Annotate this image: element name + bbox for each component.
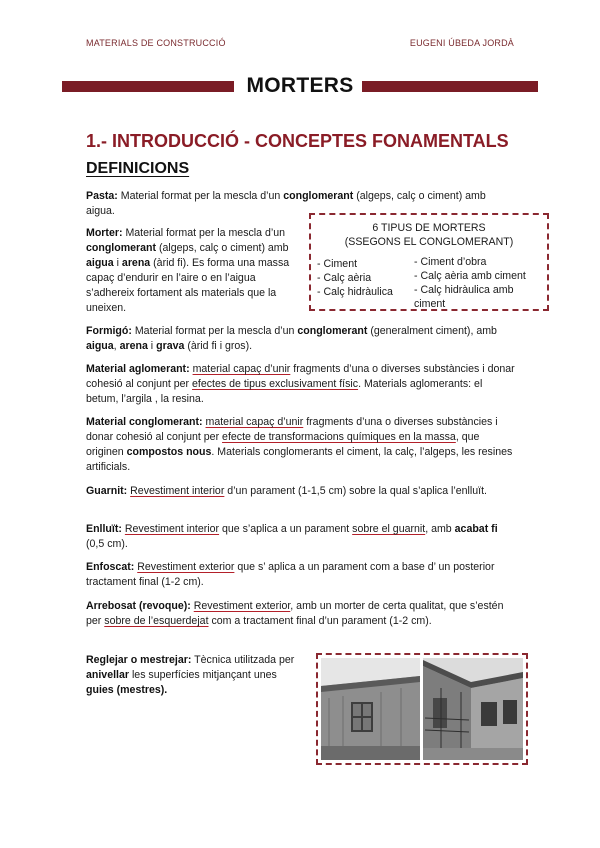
- def-reglejar: [86, 653, 304, 698]
- mortar-types-box: [309, 213, 549, 311]
- types-title-line: 6 TIPUS DE MORTERS: [372, 222, 486, 234]
- def-text: Material format per la mescla d’un: [117, 190, 284, 202]
- def-text: , amb un morter de certa qualitat, que s’estén per: [86, 600, 504, 627]
- title-bar-right: [362, 81, 538, 92]
- def-underlined: efectes de tipus exclusivament físic: [192, 378, 359, 390]
- def-text: , que originen: [86, 431, 480, 458]
- def-term: Enlluït:: [86, 523, 122, 535]
- def-bold: conglomerant: [86, 242, 157, 254]
- header-right: EUGENI ÚBEDA JORDÀ: [409, 38, 514, 48]
- def-text: Material format per la mescla d’un: [131, 325, 298, 337]
- type-item: - Calç hidràulica amb ciment: [414, 284, 514, 310]
- def-enlluit: [86, 522, 516, 552]
- def-text: ,: [113, 340, 120, 352]
- def-text: . Materials aglomerants: el betum, l’argila , la resina.: [86, 378, 483, 405]
- type-item: - Ciment d’obra: [414, 256, 487, 268]
- def-bold: conglomerant: [297, 325, 368, 337]
- types-column-1: [317, 257, 393, 299]
- def-bold: conglomerant: [283, 190, 354, 202]
- def-text: les superfícies mitjançant unes: [129, 669, 277, 681]
- building-photo-image: [321, 658, 523, 760]
- def-bold: grava: [156, 340, 185, 352]
- def-bold: compostos nous: [126, 446, 212, 458]
- type-item: - Calç hidràulica: [317, 286, 393, 298]
- section-heading: 1.- INTRODUCCIÓ - CONCEPTES FONAMENTALS: [86, 131, 509, 151]
- def-term: Pasta:: [86, 190, 118, 202]
- def-aglomerant: [86, 362, 516, 407]
- def-enfoscat: [86, 560, 516, 590]
- def-term: Material conglomerant:: [86, 416, 203, 428]
- def-text: com a tractament final d’un parament (1-2 cm).: [208, 615, 432, 627]
- def-bold: aigua: [86, 257, 114, 269]
- def-term: Guarnit:: [86, 485, 128, 497]
- def-term: Morter:: [86, 227, 123, 239]
- def-bold: acabat fi: [454, 523, 498, 535]
- def-term: Material aglomerant:: [86, 363, 190, 375]
- def-text: (algeps, calç o ciment) amb aigua.: [86, 190, 486, 217]
- def-text: (generalment ciment), amb: [367, 325, 497, 337]
- header-left: MATERIALS DE CONSTRUCCIÓ: [86, 38, 226, 48]
- def-arrebosat: [86, 599, 516, 629]
- def-bold: arena: [121, 257, 151, 269]
- types-box-title: [311, 221, 547, 249]
- types-title-line: (SSEGONS EL CONGLOMERANT): [344, 236, 514, 248]
- def-underlined: sobre el guarnit: [352, 523, 426, 535]
- type-item: - Ciment: [317, 258, 358, 270]
- def-bold: arena: [119, 340, 148, 352]
- def-term: Reglejar o mestrejar:: [86, 654, 192, 666]
- building-photos: [316, 653, 528, 765]
- def-term: Arrebosat (revoque):: [86, 600, 191, 612]
- def-underlined: Revestiment exterior: [193, 600, 291, 612]
- def-text: d’un parament (1-1,5 cm) sobre la qual s’aplica l’enlluït.: [224, 485, 487, 497]
- def-morter: [86, 226, 298, 316]
- def-text: que s’ aplica a un parament com a base d’ un posterior tractament final (1-2 cm).: [86, 561, 495, 588]
- def-underlined: material capaç d’unir: [205, 416, 304, 428]
- def-bold: aigua: [86, 340, 114, 352]
- def-conglomerant: [86, 415, 516, 475]
- def-bold: anivellar: [86, 669, 129, 681]
- title-banner: [62, 74, 538, 98]
- def-bold: guies (mestres).: [86, 684, 168, 696]
- def-text: Tècnica utilitzada per: [191, 654, 295, 666]
- def-underlined: Revestiment exterior: [137, 561, 235, 573]
- def-formigo: [86, 324, 506, 354]
- def-text: (algeps, calç o ciment) amb: [156, 242, 289, 254]
- def-text: (0,5 cm).: [86, 538, 128, 550]
- def-text: i: [113, 257, 122, 269]
- def-text: fragments d’una o diverses substàncies i donar cohesió al conjunt per: [86, 363, 515, 390]
- def-text: (àrid fi i gros).: [184, 340, 253, 352]
- def-text: . Materials conglomerants el ciment, la calç, l’algeps, les resines artificials.: [86, 446, 513, 473]
- def-underlined: efecte de transformacions químiques en la massa: [222, 431, 456, 443]
- def-text: Material format per la mescla d’un: [122, 227, 286, 239]
- subheading: DEFINICIONS: [86, 160, 190, 177]
- def-underlined: material capaç d’unir: [192, 363, 291, 375]
- def-guarnit: [86, 484, 516, 499]
- types-column-2: [414, 255, 544, 311]
- def-text: , amb: [425, 523, 455, 535]
- type-item: - Calç aèria amb ciment: [414, 270, 526, 282]
- def-underlined: Revestiment interior: [130, 485, 225, 497]
- def-term: Enfoscat:: [86, 561, 135, 573]
- type-item: - Calç aèria: [317, 272, 372, 284]
- def-text: (àrid fi). Es forma una massa capaç d’endurir en l’aire o en l’aigua s’adhereix fortament als materials que la uneixen.: [86, 257, 290, 314]
- def-text: fragments d’una o diverses substàncies i donar cohesió al conjunt per: [86, 416, 498, 443]
- def-underlined: Revestiment interior: [124, 523, 220, 535]
- def-underlined: sobre de l’esquerdejat: [104, 615, 209, 627]
- def-text: que s’aplica a un parament: [219, 523, 353, 535]
- def-text: i: [147, 340, 157, 352]
- def-term: Formigó:: [86, 325, 132, 337]
- title-bar-left: [62, 81, 234, 92]
- page-title: MORTERS: [246, 74, 354, 97]
